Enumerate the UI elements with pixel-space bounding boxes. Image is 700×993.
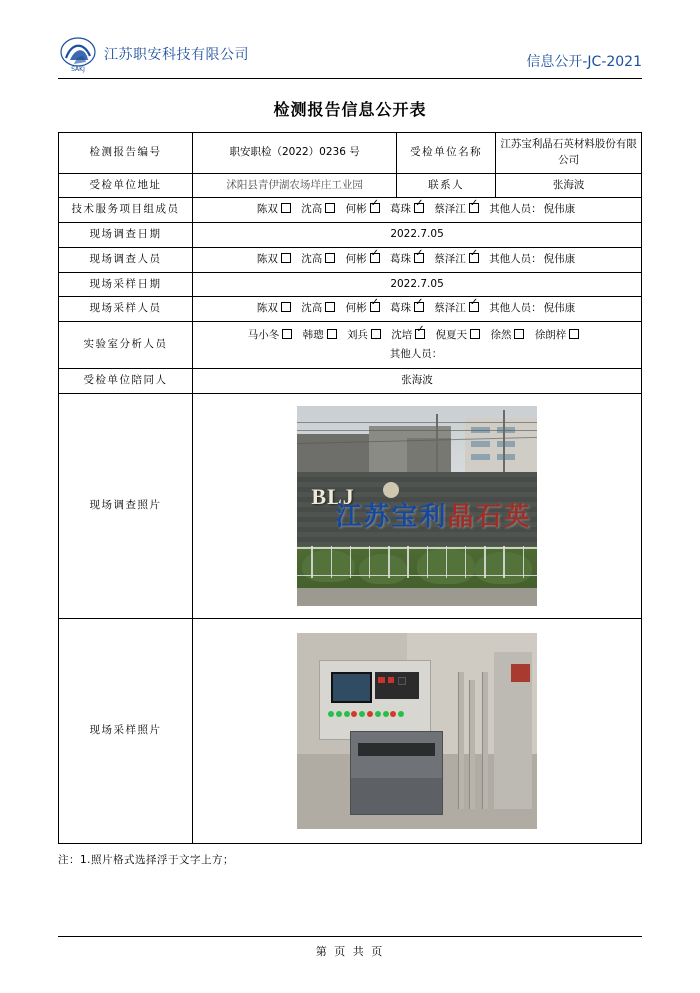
table-row bbox=[59, 173, 642, 198]
contact-value: 张海波 bbox=[496, 173, 642, 198]
member-name: 葛珠 bbox=[389, 252, 411, 265]
photo-sign-cn-blue: 江苏宝利 bbox=[335, 501, 448, 532]
page-header bbox=[58, 26, 642, 79]
member-name: 蔡泽江 bbox=[434, 302, 466, 315]
member-name: 葛珠 bbox=[389, 302, 411, 315]
table-row bbox=[59, 198, 642, 223]
survey-photo-label: 现场调查照片 bbox=[59, 393, 193, 618]
member-checkbox[interactable] bbox=[370, 203, 380, 213]
lab-member-name: 刘兵 bbox=[346, 329, 368, 341]
lab-member-name: 徐然 bbox=[490, 329, 512, 341]
report-no-value: 职安职检（2022）0236 号 bbox=[193, 133, 397, 174]
lab-member-name: 倪夏天 bbox=[435, 329, 468, 341]
table-row bbox=[59, 368, 642, 393]
member-name: 陈双 bbox=[256, 203, 278, 216]
survey-person-label: 现场调查人员 bbox=[59, 247, 193, 272]
sampling-photo-label: 现场采样照片 bbox=[59, 618, 193, 843]
member-checkbox[interactable] bbox=[414, 253, 424, 263]
member-checkbox[interactable] bbox=[325, 253, 335, 263]
photo-sign-badge-icon bbox=[383, 482, 399, 498]
survey-person-value bbox=[193, 247, 642, 272]
survey-date-label: 现场调查日期 bbox=[59, 223, 193, 248]
client-name-label: 受检单位名称 bbox=[397, 133, 496, 174]
team-members-value bbox=[193, 198, 642, 223]
member-name: 沈高 bbox=[301, 252, 323, 265]
photo-sign-cn-red: 晶石英 bbox=[447, 501, 532, 532]
member-checkbox[interactable] bbox=[281, 253, 291, 263]
member-checkbox[interactable] bbox=[325, 203, 335, 213]
member-checkbox[interactable] bbox=[281, 203, 291, 213]
photo-control-cabinet bbox=[319, 660, 431, 740]
page-footer: 第 页 共 页 bbox=[58, 936, 642, 959]
member-name: 何彬 bbox=[345, 252, 367, 265]
sampling-person-value bbox=[193, 297, 642, 322]
page-title: 检测报告信息公开表 bbox=[273, 100, 427, 119]
lab-member-checkbox[interactable] bbox=[470, 329, 480, 339]
members-other-value: 倪伟康 bbox=[543, 302, 576, 315]
lab-other-label: 其他人员： bbox=[389, 347, 443, 360]
header-left bbox=[58, 34, 249, 74]
table-row bbox=[59, 297, 642, 322]
member-name: 陈双 bbox=[256, 302, 278, 315]
member-checkbox[interactable] bbox=[370, 302, 380, 312]
member-name: 陈双 bbox=[256, 252, 278, 265]
sampling-date-label: 现场采样日期 bbox=[59, 272, 193, 297]
members-other-value: 倪伟康 bbox=[543, 203, 576, 216]
lab-member-name: 徐朗梓 bbox=[534, 329, 567, 341]
lab-analysts-label: 实验室分析人员 bbox=[59, 322, 193, 369]
member-checkbox[interactable] bbox=[469, 302, 479, 312]
member-name: 蔡泽江 bbox=[434, 203, 466, 216]
escort-value: 张海波 bbox=[193, 368, 642, 393]
member-checkbox[interactable] bbox=[414, 203, 424, 213]
member-checkbox[interactable] bbox=[469, 253, 479, 263]
lab-member-name: 沈培 bbox=[391, 329, 413, 341]
client-address-label: 受检单位地址 bbox=[59, 173, 193, 198]
document-code: 信息公开-JC-2021 bbox=[526, 54, 642, 70]
member-name: 沈高 bbox=[301, 302, 323, 315]
sampling-photo bbox=[297, 633, 537, 829]
svg-text:SAKJ: SAKJ bbox=[71, 66, 85, 73]
member-name: 沈高 bbox=[301, 203, 323, 216]
table-row bbox=[59, 133, 642, 174]
company-name: 江苏职安科技有限公司 bbox=[104, 47, 249, 63]
table-row-photo bbox=[59, 618, 642, 843]
table-row-photo bbox=[59, 393, 642, 618]
photo-sign-cn bbox=[335, 498, 531, 537]
footnote: 注：1.照片格式选择浮于文字上方； bbox=[58, 853, 235, 866]
table-row bbox=[59, 247, 642, 272]
survey-date-value: 2022.7.05 bbox=[193, 223, 642, 248]
member-checkbox[interactable] bbox=[469, 203, 479, 213]
photo-fence bbox=[297, 546, 537, 578]
photo-red-box bbox=[511, 664, 530, 682]
sampling-date-value: 2022.7.05 bbox=[193, 272, 642, 297]
lab-member-name: 马小冬 bbox=[247, 329, 280, 341]
report-info-table bbox=[58, 132, 642, 844]
client-address-value: 沭阳县青伊湖农场垟庄工业园 bbox=[193, 173, 397, 198]
member-checkbox[interactable] bbox=[281, 302, 291, 312]
sampling-person-label: 现场采样人员 bbox=[59, 297, 193, 322]
lab-member-checkbox[interactable] bbox=[371, 329, 381, 339]
table-row bbox=[59, 223, 642, 248]
member-checkbox[interactable] bbox=[370, 253, 380, 263]
sampling-photo-cell bbox=[193, 618, 642, 843]
member-name: 何彬 bbox=[345, 203, 367, 216]
client-name-value: 江苏宝利晶石英材料股份有限公司 bbox=[496, 133, 642, 174]
member-name: 蔡泽江 bbox=[434, 252, 466, 265]
escort-label: 受检单位陪同人 bbox=[59, 368, 193, 393]
report-no-label: 检测报告编号 bbox=[59, 133, 193, 174]
team-members-label: 技术服务项目组成员 bbox=[59, 198, 193, 223]
survey-photo bbox=[297, 406, 537, 606]
members-other-value: 倪伟康 bbox=[543, 252, 576, 265]
lab-member-checkbox[interactable] bbox=[569, 329, 579, 339]
member-name: 葛珠 bbox=[389, 203, 411, 216]
members-other-label: 其他人员： bbox=[489, 252, 542, 265]
lab-member-checkbox[interactable] bbox=[415, 329, 425, 339]
lab-member-checkbox[interactable] bbox=[514, 329, 524, 339]
member-checkbox[interactable] bbox=[325, 302, 335, 312]
survey-photo-cell bbox=[193, 393, 642, 618]
contact-label: 联系人 bbox=[397, 173, 496, 198]
lab-member-name: 韩璁 bbox=[302, 329, 324, 341]
table-row bbox=[59, 322, 642, 369]
photo-sign-en: BLJ bbox=[311, 483, 355, 509]
photo-sampler-machine bbox=[350, 731, 443, 815]
photo-scene-factory-wall bbox=[297, 406, 537, 606]
lab-analysts-value bbox=[193, 322, 642, 369]
lab-member-checkbox[interactable] bbox=[282, 329, 292, 339]
member-name: 何彬 bbox=[345, 302, 367, 315]
table-row bbox=[59, 272, 642, 297]
lab-member-checkbox[interactable] bbox=[327, 329, 337, 339]
photo-scene-instrument bbox=[297, 633, 537, 829]
member-checkbox[interactable] bbox=[414, 302, 424, 312]
members-other-label: 其他人员： bbox=[489, 302, 542, 315]
members-other-label: 其他人员： bbox=[489, 203, 542, 216]
company-logo-icon bbox=[58, 34, 98, 74]
